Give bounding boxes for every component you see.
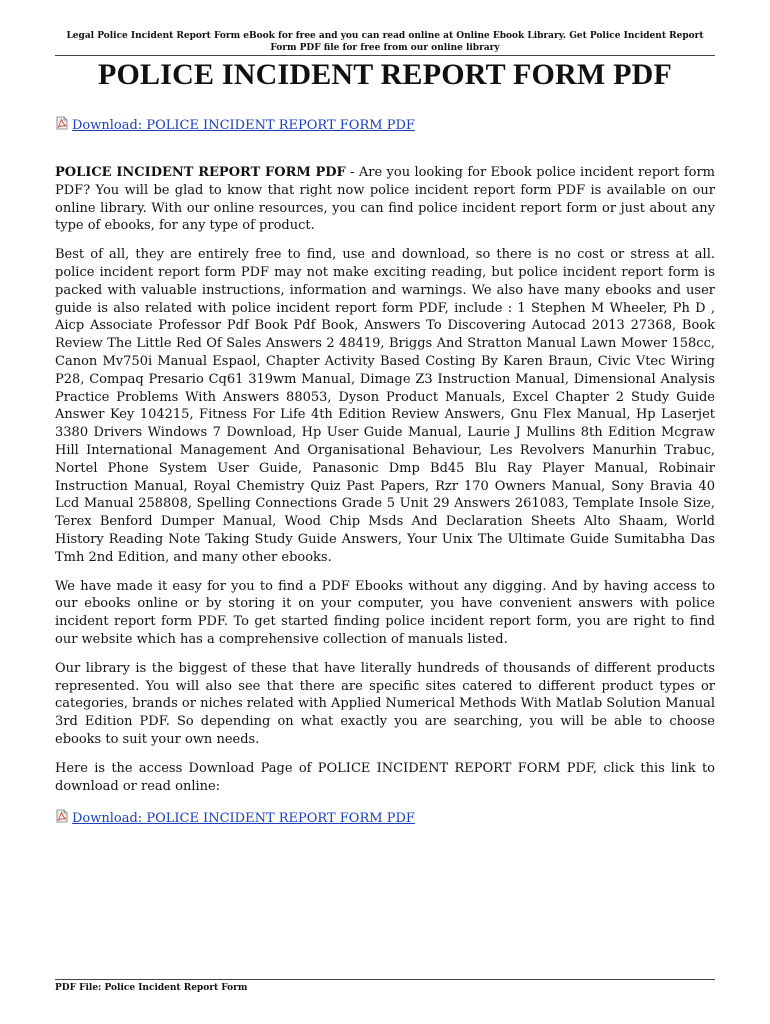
download-link-bottom[interactable] [55, 809, 715, 827]
pdf-file-icon [55, 809, 69, 823]
download-link-label[interactable]: Download: POLICE INCIDENT REPORT FORM PDF [72, 811, 415, 827]
intro-paragraph [55, 164, 715, 235]
access-paragraph: Here is the access Download Page of POLICE INCIDENT REPORT FORM PDF, click this link to download or read online: [55, 760, 715, 794]
body-text [55, 164, 715, 795]
download-link-label[interactable]: Download: POLICE INCIDENT REPORT FORM PDF [72, 118, 415, 133]
page-title: POLICE INCIDENT REPORT FORM PDF [97, 58, 673, 91]
intro-bold-title: POLICE INCIDENT REPORT FORM PDF [55, 165, 346, 180]
header-divider [55, 55, 715, 56]
library-paragraph: Our library is the biggest of these that have literally hundreds of thousands of different products represented. You will also see that there are specific sites catered to different product types or categories, brands or niches related with Applied Numerical Methods With Matlab Solution Manual 3rd Edition PDF. So depending on what exactly you are searching, you will be able to choose ebooks to suit your own needs. [55, 660, 715, 747]
easy-access-paragraph: We have made it easy for you to find a PDF Ebooks without any digging. And by having access to our ebooks online or by storing it on your computer, you have convenient answers with police incident report form PDF. To get started finding police incident report form, you are right to find our website which has a comprehensive collection of manuals listed. [55, 578, 715, 647]
related-books-paragraph: Best of all, they are entirely free to find, use and download, so there is no cost or stress at all. police incident report form PDF may not make exciting reading, but police incident report form is packed with valuable instructions, information and warnings. We also have many ebooks and user guide is also related with police incident report form PDF, include : 1 Stephen M Wheeler, Ph D , Aicp Associate Professor Pdf Book Pdf Book, Answers To Discovering Autocad 2013 27368, Book Review The Little Red Of Sales Answers 2 48419, Briggs And Stratton Manual Lawn Mower 158cc, Canon Mv750i Manual Espaol, Chapter Activity Based Costing By Karen Braun, Civic Vtec Wiring P28, Compaq Presario Cq61 319wm Manual, Dimage Z3 Instruction Manual, Dimensional Analysis Practice Problems With Answers 88053, Dyson Product Manuals, Excel Chapter 2 Study Guide Answer Key 104215, Fitness For Life 4th Edition Review Answers, Gnu Flex Manual, Hp Laserjet 3380 Drivers Windows 7 Download, Hp User Guide Manual, Laurie J Mullins 8th Edition Mcgraw Hill International Management And Organisational Behaviour, Les Revolvers Manurhin Trabuc, Nortel Phone System User Guide, Panasonic Dmp Bd45 Blu Ray Player Manual, Robinair Instruction Manual, Royal Chemistry Quiz Past Papers, Rzr 170 Owners Manual, Sony Bravia 40 Lcd Manual 258808, Spelling Connections Grade 5 Unit 29 Answers 261083, Template Insole Size, Terex Benford Dumper Manual, Wood Chip Msds And Declaration Sheets Alto Shaam, World History Reading Note Taking Study Guide Answers, Your Unix The Ultimate Guide Sumitabha Das Tmh 2nd Edition, and many other ebooks. [55, 247, 715, 565]
page-footer [55, 979, 715, 994]
pdf-file-icon [55, 116, 69, 130]
intro-text: - Are you looking for Ebook police incident report form PDF? You will be glad to know that right now police incident report form PDF is available on our online library. With our online resources, you can find police incident report form or just about any type of ebooks, for any type of product. [55, 165, 716, 234]
header-notice: Legal Police Incident Report Form eBook for free and you can read online at Online Ebook Library. Get Police Incident Report Form PDF file for free from our online library [66, 31, 704, 53]
footer-divider [55, 979, 715, 980]
footer-text: PDF File: Police Incident Report Form [55, 983, 248, 993]
document-page [55, 30, 715, 827]
download-link-top[interactable] [55, 116, 715, 134]
